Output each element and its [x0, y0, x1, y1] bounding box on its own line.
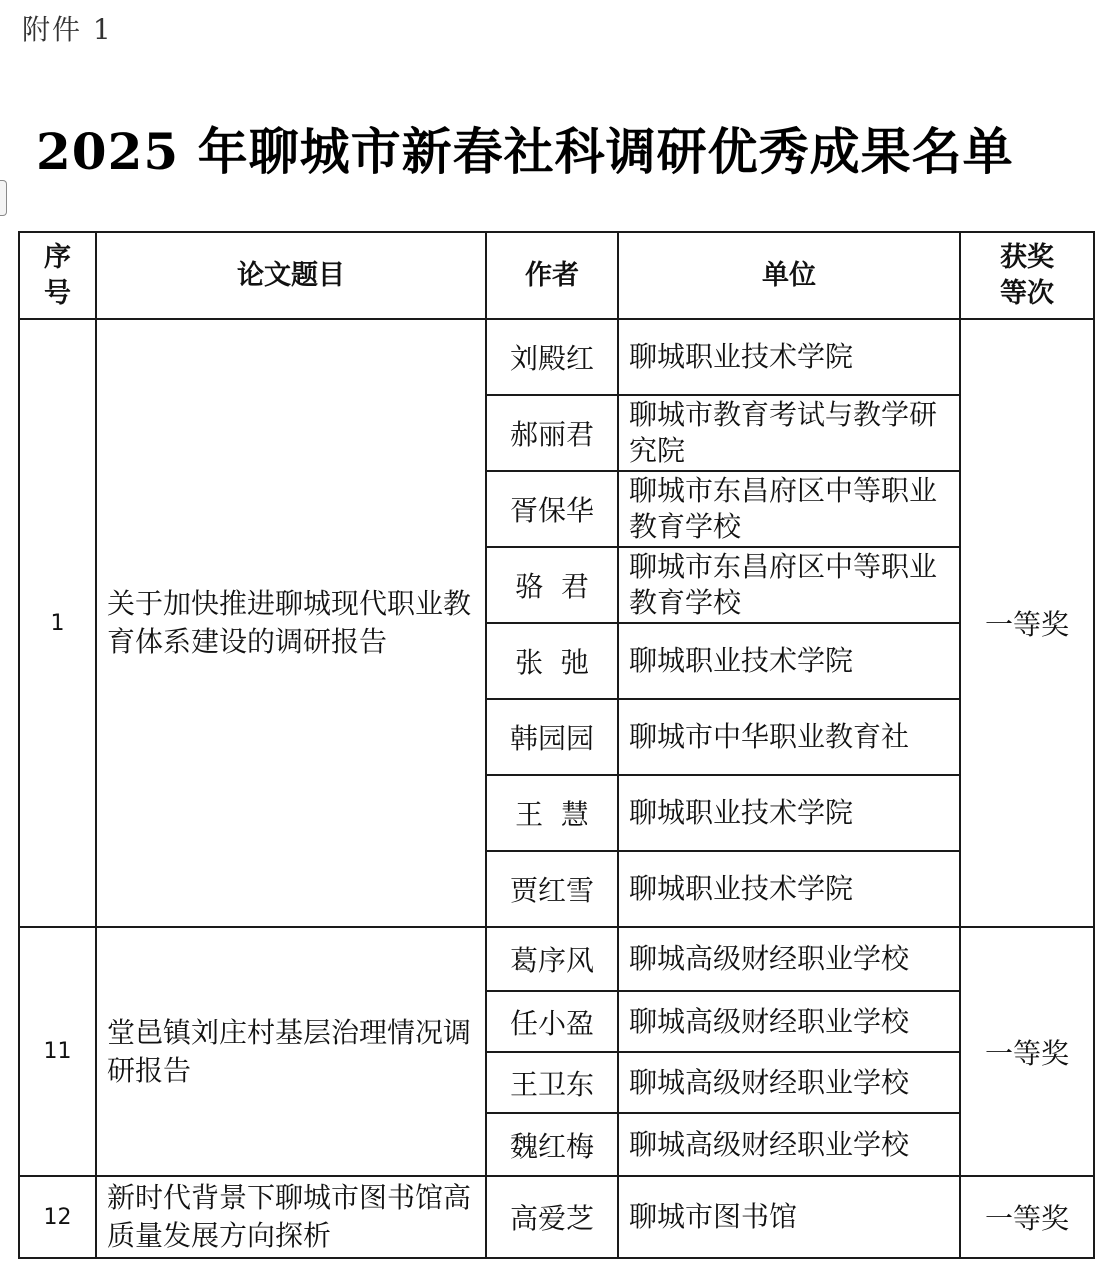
award-cell: 一等奖 — [960, 1176, 1094, 1258]
author-cell: 贾红雪 — [486, 851, 618, 927]
results-table — [18, 231, 1095, 1259]
topic-cell: 新时代背景下聊城市图书馆高质量发展方向探析 — [96, 1176, 486, 1258]
author-cell: 郝丽君 — [486, 395, 618, 471]
author-cell: 魏红梅 — [486, 1113, 618, 1176]
table-row — [19, 1176, 1094, 1258]
header-unit: 单位 — [618, 232, 960, 319]
attachment-label: 附件 1 — [22, 13, 113, 46]
unit-cell: 聊城市东昌府区中等职业教育学校 — [618, 547, 960, 623]
author-cell: 韩园园 — [486, 699, 618, 775]
unit-cell: 聊城市教育考试与教学研究院 — [618, 395, 960, 471]
header-award — [960, 232, 1094, 319]
seq-cell: 1 — [19, 319, 96, 927]
page-title: 2025 年聊城市新春社科调研优秀成果名单 — [36, 122, 1014, 181]
author-cell: 王 慧 — [486, 775, 618, 851]
unit-cell: 聊城市中华职业教育社 — [618, 699, 960, 775]
award-cell: 一等奖 — [960, 319, 1094, 927]
header-seq — [19, 232, 96, 319]
author-cell: 胥保华 — [486, 471, 618, 547]
author-cell: 刘殿红 — [486, 319, 618, 395]
header-topic: 论文题目 — [96, 232, 486, 319]
seq-cell: 12 — [19, 1176, 96, 1258]
header-seq-line2: 号 — [44, 277, 71, 309]
table-row — [19, 319, 1094, 395]
award-cell: 一等奖 — [960, 927, 1094, 1176]
topic-cell: 堂邑镇刘庄村基层治理情况调研报告 — [96, 927, 486, 1176]
margin-marker[interactable] — [0, 180, 7, 216]
author-cell: 任小盈 — [486, 991, 618, 1052]
header-award-line1: 获奖 — [1000, 241, 1054, 273]
unit-cell: 聊城高级财经职业学校 — [618, 1052, 960, 1113]
unit-cell: 聊城高级财经职业学校 — [618, 927, 960, 991]
topic-cell: 关于加快推进聊城现代职业教育体系建设的调研报告 — [96, 319, 486, 927]
seq-cell: 11 — [19, 927, 96, 1176]
author-cell: 葛序风 — [486, 927, 618, 991]
author-cell: 张 弛 — [486, 623, 618, 699]
unit-cell: 聊城职业技术学院 — [618, 319, 960, 395]
header-award-line2: 等次 — [1000, 277, 1054, 309]
unit-cell: 聊城市图书馆 — [618, 1176, 960, 1258]
unit-cell: 聊城职业技术学院 — [618, 775, 960, 851]
unit-cell: 聊城职业技术学院 — [618, 623, 960, 699]
results-table-body — [19, 232, 1094, 1258]
author-cell: 高爱芝 — [486, 1176, 618, 1258]
unit-cell: 聊城职业技术学院 — [618, 851, 960, 927]
table-row — [19, 927, 1094, 991]
table-header-row — [19, 232, 1094, 319]
author-cell: 骆 君 — [486, 547, 618, 623]
header-author: 作者 — [486, 232, 618, 319]
header-seq-line1: 序 — [44, 241, 71, 273]
author-cell: 王卫东 — [486, 1052, 618, 1113]
unit-cell: 聊城高级财经职业学校 — [618, 991, 960, 1052]
unit-cell: 聊城市东昌府区中等职业教育学校 — [618, 471, 960, 547]
unit-cell: 聊城高级财经职业学校 — [618, 1113, 960, 1176]
